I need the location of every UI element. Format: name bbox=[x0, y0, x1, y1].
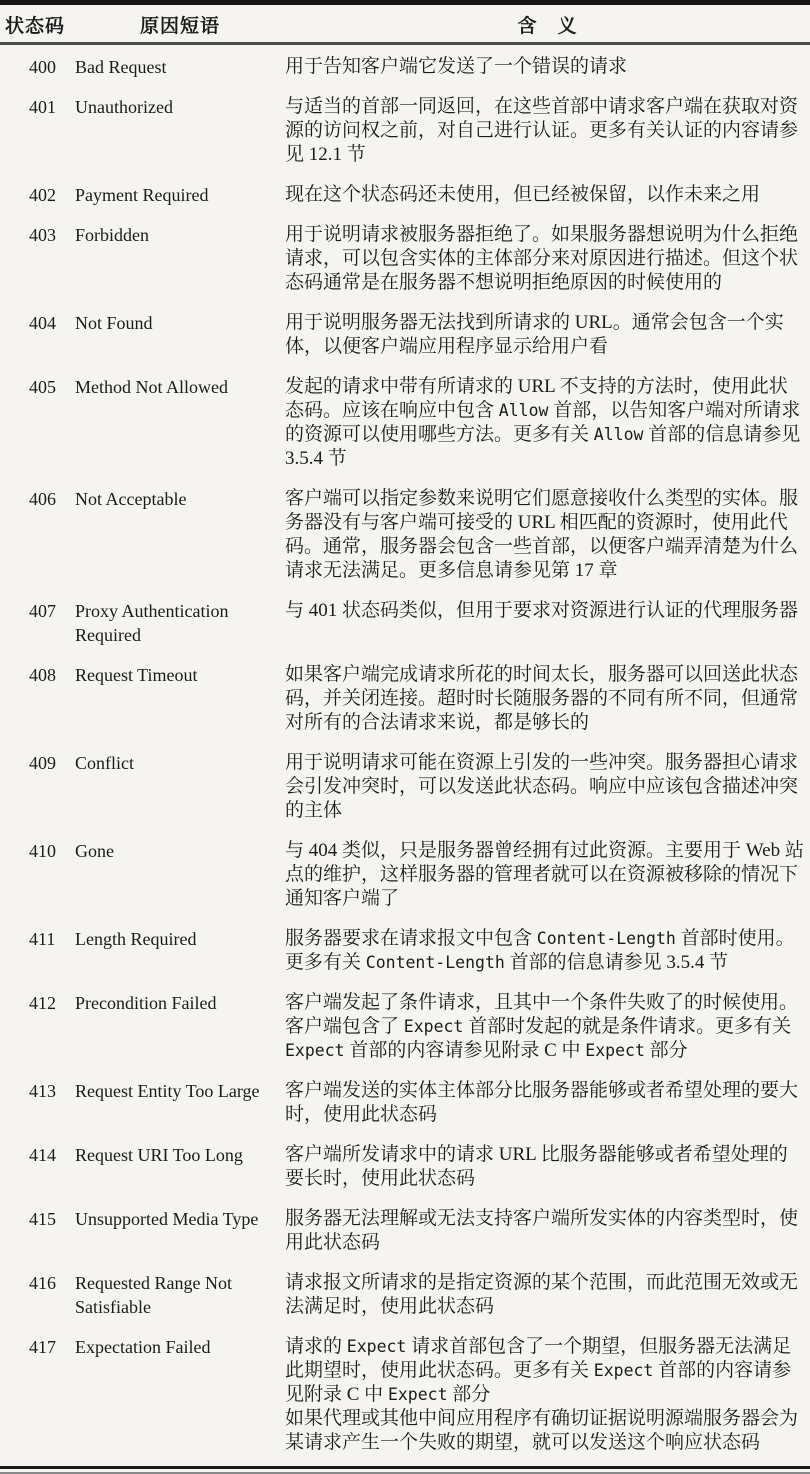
meaning-paragraph: 客户端发送的实体主体部分比服务器能够或者希望处理的要大时，使用此状态码 bbox=[285, 1080, 799, 1125]
meaning-cell bbox=[285, 1335, 810, 1455]
table-row bbox=[0, 367, 810, 479]
reason-phrase-cell: Conflict bbox=[75, 753, 134, 773]
reason-phrase-cell: Forbidden bbox=[75, 225, 149, 245]
table-row bbox=[0, 479, 810, 591]
meaning-paragraph: 用于说明请求可能在资源上引发的一些冲突。服务器担心请求会引发冲突时，可以发送此状态码。响应中应该包含描述冲突的主体 bbox=[285, 752, 799, 821]
status-code-cell: 411 bbox=[29, 929, 56, 949]
status-code-cell: 417 bbox=[29, 1337, 56, 1357]
status-code-cell: 413 bbox=[29, 1081, 56, 1101]
status-code-cell: 409 bbox=[29, 753, 56, 773]
http-header-name: Content-Length bbox=[536, 929, 676, 948]
column-header-meaning: 含 义 bbox=[517, 16, 578, 37]
meaning-paragraph: 服务器无法理解或无法支持客户端所发实体的内容类型时，使用此状态码 bbox=[285, 1208, 799, 1253]
meaning-cell bbox=[285, 183, 810, 207]
http-header-name: Expect bbox=[285, 1041, 345, 1060]
http-header-name: Allow bbox=[593, 425, 644, 444]
status-code-cell: 416 bbox=[29, 1273, 56, 1293]
http-header-name: Expect bbox=[346, 1337, 407, 1356]
meaning-paragraph: 服务器要求在请求报文中包含 Content-Length 首部时使用。更多有关 Content-Length 首部的信息请参见 3.5.4 节 bbox=[285, 928, 795, 973]
reason-phrase-cell: Requested Range Not Satisfiable bbox=[75, 1273, 232, 1317]
reason-phrase-cell: Gone bbox=[75, 841, 114, 861]
status-code-cell: 401 bbox=[29, 97, 56, 117]
reason-phrase-cell: Proxy Authentication Required bbox=[75, 601, 229, 645]
meaning-paragraph: 客户端可以指定参数来说明它们愿意接收什么类型的实体。服务器没有与客户端可接受的 URL 相匹配的资源时，使用此代码。通常，服务器会包含一些首部，以便客户端弄清楚为什么请求无法满足。更多信息请参见第 17 章 bbox=[285, 488, 799, 581]
meaning-cell bbox=[285, 927, 810, 975]
table-row bbox=[0, 831, 810, 919]
table-row bbox=[0, 983, 810, 1071]
table-bottom-rule bbox=[0, 1466, 810, 1469]
table-row bbox=[0, 1327, 810, 1463]
table-row bbox=[0, 1135, 810, 1199]
reason-phrase-cell: Expectation Failed bbox=[75, 1337, 211, 1357]
reason-phrase-cell: Method Not Allowed bbox=[75, 377, 228, 397]
reason-phrase-cell: Request Timeout bbox=[75, 665, 198, 685]
meaning-paragraph: 与适当的首部一同返回，在这些首部中请求客户端在获取对资源的访问权之前，对自己进行认证。更多有关认证的内容请参见 12.1 节 bbox=[285, 96, 799, 165]
http-header-name: Expect bbox=[585, 1041, 645, 1060]
reason-phrase-cell: Precondition Failed bbox=[75, 993, 217, 1013]
http-header-name: Expect bbox=[403, 1017, 464, 1036]
meaning-cell bbox=[285, 375, 810, 471]
meaning-paragraph: 用于告知客户端它发送了一个错误的请求 bbox=[285, 56, 628, 77]
meaning-cell bbox=[285, 311, 810, 359]
table-row bbox=[0, 303, 810, 367]
status-code-cell: 408 bbox=[29, 665, 56, 685]
meaning-cell bbox=[285, 839, 810, 911]
meaning-paragraph: 与 401 状态码类似，但用于要求对资源进行认证的代理服务器 bbox=[285, 600, 799, 621]
meaning-paragraph: 用于说明请求被服务器拒绝了。如果服务器想说明为什么拒绝请求，可以包含实体的主体部分来对原因进行描述。但这个状态码通常是在服务器不想说明拒绝原因的时候使用的 bbox=[285, 224, 799, 293]
meaning-paragraph: 请求的 Expect 请求首部包含了一个期望，但服务器无法满足此期望时，使用此状态码。更多有关 Expect 首部的内容请参见附录 C 中 Expect 部分 bbox=[285, 1336, 792, 1405]
http-header-name: Allow bbox=[498, 401, 549, 420]
table-row bbox=[0, 1199, 810, 1263]
status-code-cell: 415 bbox=[29, 1209, 56, 1229]
table-header-row bbox=[0, 5, 810, 42]
status-code-cell: 410 bbox=[29, 841, 56, 861]
meaning-cell bbox=[285, 487, 810, 583]
reason-phrase-cell: Unauthorized bbox=[75, 97, 173, 117]
meaning-paragraph: 请求报文所请求的是指定资源的某个范围，而此范围无效或无法满足时，使用此状态码 bbox=[285, 1272, 799, 1317]
table-row bbox=[0, 47, 810, 87]
status-code-cell: 412 bbox=[29, 993, 56, 1013]
meaning-cell bbox=[285, 1207, 810, 1255]
column-header-status-code: 状态码 bbox=[5, 16, 66, 37]
reason-phrase-cell: Not Acceptable bbox=[75, 489, 187, 509]
reason-phrase-cell: Not Found bbox=[75, 313, 153, 333]
table-row bbox=[0, 919, 810, 983]
meaning-paragraph: 发起的请求中带有所请求的 URL 不支持的方法时，使用此状态码。应该在响应中包含 Allow 首部，以告知客户端对所请求的资源可以使用哪些方法。更多有关 Allow 首部的信息请参见 3.5.4 节 bbox=[285, 376, 801, 469]
status-code-cell: 405 bbox=[29, 377, 56, 397]
reason-phrase-cell: Payment Required bbox=[75, 185, 209, 205]
reason-phrase-cell: Bad Request bbox=[75, 57, 167, 77]
table-row bbox=[0, 87, 810, 175]
http-header-name: Expect bbox=[387, 1385, 448, 1404]
reason-phrase-cell: Length Required bbox=[75, 929, 197, 949]
status-code-cell: 400 bbox=[29, 57, 56, 77]
meaning-paragraph: 如果客户端完成请求所花的时间太长，服务器可以回送此状态码，并关闭连接。超时时长随服务器的不同有所不同，但通常对所有的合法请求来说，都是够长的 bbox=[285, 664, 799, 733]
status-code-cell: 406 bbox=[29, 489, 56, 509]
table-row bbox=[0, 1263, 810, 1327]
http-header-name: Expect bbox=[593, 1361, 654, 1380]
reason-phrase-cell: Request URI Too Long bbox=[75, 1145, 243, 1165]
column-header-reason-phrase: 原因短语 bbox=[139, 16, 220, 37]
meaning-paragraph: 客户端所发请求中的请求 URL 比服务器能够或者希望处理的要长时，使用此状态码 bbox=[285, 1144, 788, 1189]
status-code-cell: 402 bbox=[29, 185, 56, 205]
meaning-cell bbox=[285, 95, 810, 167]
table-row bbox=[0, 1071, 810, 1135]
table-row bbox=[0, 175, 810, 215]
http-header-name: Content-Length bbox=[365, 953, 505, 972]
reason-phrase-cell: Request Entity Too Large bbox=[75, 1081, 260, 1101]
meaning-paragraph: 现在这个状态码还未使用，但已经被保留，以作未来之用 bbox=[285, 184, 761, 205]
meaning-cell bbox=[285, 599, 810, 647]
meaning-paragraph: 如果代理或其他中间应用程序有确切证据说明源端服务器会为某请求产生一个失败的期望，就可以发送这个响应状态码 bbox=[285, 1408, 799, 1453]
meaning-cell bbox=[285, 1271, 810, 1319]
meaning-cell bbox=[285, 1079, 810, 1127]
table-row bbox=[0, 655, 810, 743]
meaning-cell bbox=[285, 1143, 810, 1191]
meaning-cell bbox=[285, 55, 810, 79]
meaning-cell bbox=[285, 223, 810, 295]
status-code-cell: 403 bbox=[29, 225, 56, 245]
meaning-cell bbox=[285, 663, 810, 735]
meaning-paragraph: 用于说明服务器无法找到所请求的 URL。通常会包含一个实体，以便客户端应用程序显示给用户看 bbox=[285, 312, 784, 357]
table-row bbox=[0, 591, 810, 655]
table-row bbox=[0, 743, 810, 831]
table-row bbox=[0, 215, 810, 303]
status-code-cell: 414 bbox=[29, 1145, 56, 1165]
status-code-table-body bbox=[0, 45, 810, 1463]
meaning-paragraph: 客户端发起了条件请求，且其中一个条件失败了的时候使用。客户端包含了 Expect 首部时发起的就是条件请求。更多有关 Expect 首部的内容请参见附录 C 中 Expect 部分 bbox=[285, 992, 799, 1061]
meaning-cell bbox=[285, 991, 810, 1063]
status-code-cell: 407 bbox=[29, 601, 56, 621]
meaning-paragraph: 与 404 类似，只是服务器曾经拥有过此资源。主要用于 Web 站点的维护，这样服务器的管理者就可以在资源被移除的情况下通知客户端了 bbox=[285, 840, 804, 909]
meaning-cell bbox=[285, 751, 810, 823]
status-code-cell: 404 bbox=[29, 313, 56, 333]
reason-phrase-cell: Unsupported Media Type bbox=[75, 1209, 259, 1229]
